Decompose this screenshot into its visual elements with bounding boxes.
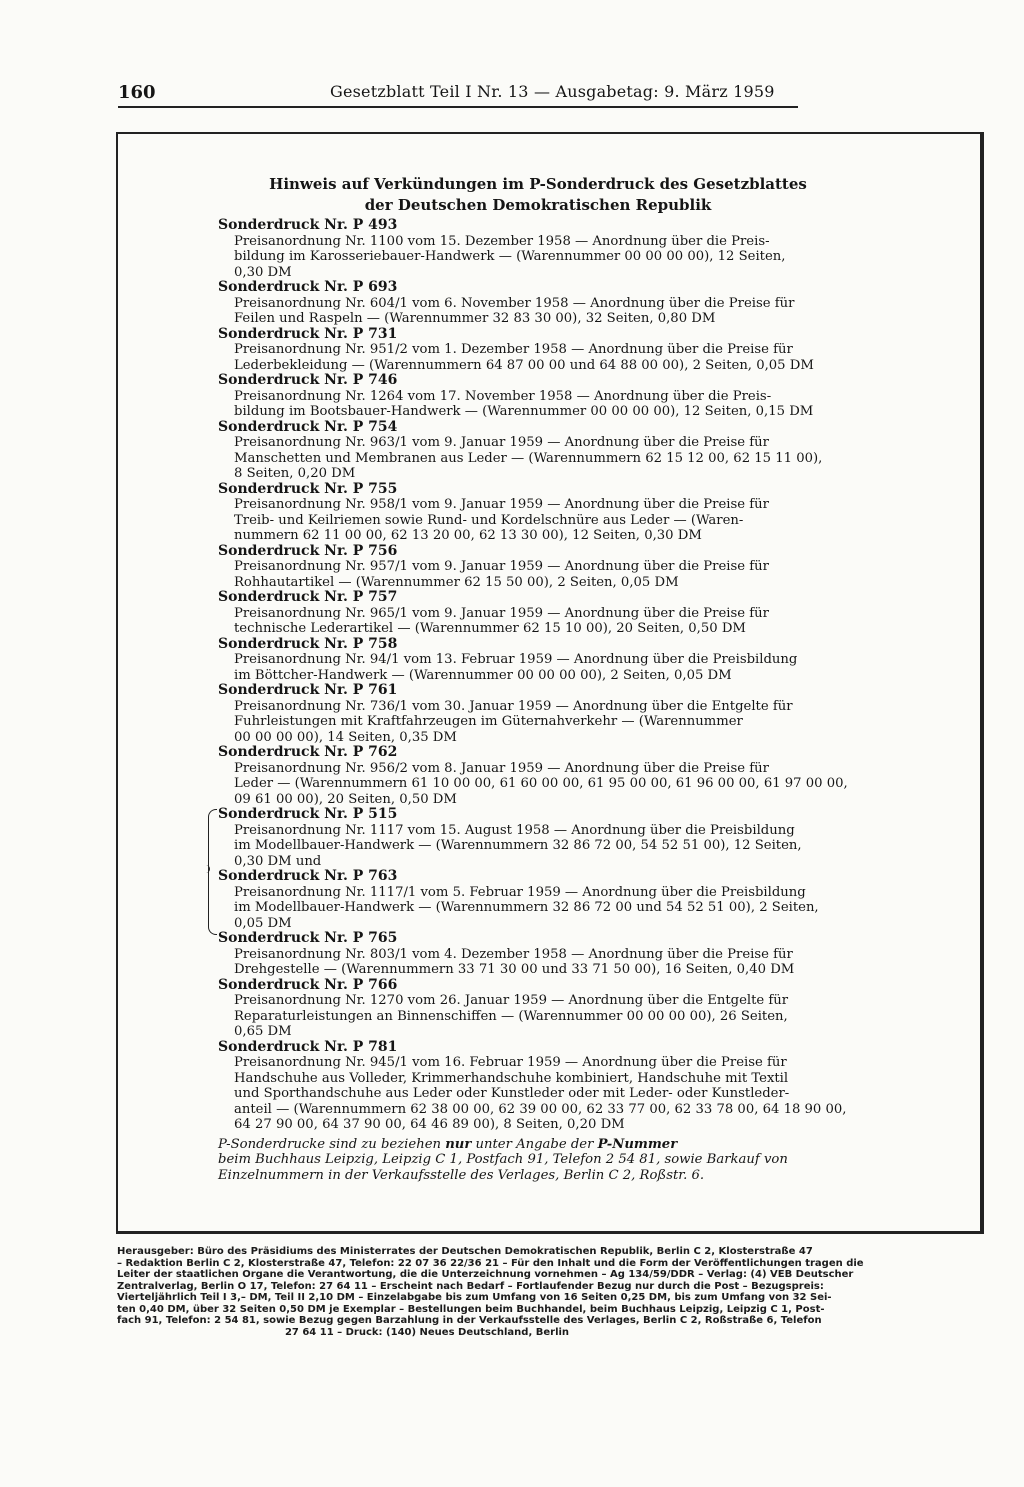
- imprint-line: – Redaktion Berlin C 2, Klosterstraße 47, Telefon: 22 07 36 22/36 21 – Für den Inhalt und die Form der Veröffentlichungen tragen die: [117, 1257, 864, 1269]
- entry-line: Preisanordnung Nr. 963/1 vom 9. Januar 1959 — Anordnung über die Preise für: [234, 435, 769, 450]
- entry-text: [234, 993, 878, 1040]
- entry-text: [234, 606, 878, 637]
- entry-line: im Modellbauer-Handwerk — (Warennummern 32 86 72 00, 54 52 51 00), 12 Seiten,: [234, 838, 802, 853]
- ordering-note: [218, 1137, 878, 1184]
- entry-line: technische Lederartikel — (Warennummer 62 15 10 00), 20 Seiten, 0,50 DM: [234, 621, 746, 636]
- entry-text: [234, 435, 878, 482]
- entry-line: Preisanordnung Nr. 965/1 vom 9. Januar 1959 — Anordnung über die Preise für: [234, 605, 769, 621]
- entry-line: Leder — (Warennummern 61 10 00 00, 61 60 00 00, 61 95 00 00, 61 96 00 00, 61 97 00 00,: [234, 776, 848, 791]
- entry-heading: Sonderdruck Nr. P 693: [218, 279, 398, 295]
- entry-text: [234, 296, 878, 327]
- list-item: [218, 745, 878, 807]
- entry-line: Preisanordnung Nr. 1100 vom 15. Dezember 1958 — Anordnung über die Preis-: [234, 233, 770, 249]
- note-line: Einzelnummern in der Verkaufsstelle des Verlages, Berlin C 2, Roßstr. 6.: [218, 1167, 705, 1183]
- list-item: [218, 1040, 878, 1133]
- list-item: [218, 280, 878, 327]
- list-item: [218, 807, 878, 869]
- entry-heading: Sonderdruck Nr. P 731: [218, 325, 398, 342]
- entry-heading: Sonderdruck Nr. P 762: [218, 744, 398, 760]
- entry-heading: Sonderdruck Nr. P 758: [218, 635, 398, 652]
- entry-heading: Sonderdruck Nr. P 493: [218, 217, 398, 233]
- entry-line: Preisanordnung Nr. 1270 vom 26. Januar 1959 — Anordnung über die Entgelte für: [234, 993, 789, 1008]
- entry-line: 0,05 DM: [234, 915, 292, 931]
- entry-line: Handschuhe aus Volleder, Krimmerhandschuhe kombiniert, Handschuhe mit Textil: [234, 1070, 789, 1086]
- note-text: P-Sonderdrucke sind zu beziehen: [218, 1136, 446, 1152]
- entry-text: [234, 823, 878, 870]
- entry-text: [234, 885, 878, 932]
- entry-text: [234, 497, 878, 544]
- curly-brace-icon: [208, 809, 217, 935]
- list-item: [218, 869, 878, 931]
- entry-line: bildung im Karosseriebauer-Handwerk — (Warennummer 00 00 00 00), 12 Seiten,: [234, 249, 786, 264]
- list-item: [218, 590, 878, 637]
- notice-title: [268, 174, 808, 216]
- note-emphasis: P-Nummer: [597, 1136, 678, 1152]
- entry-line: Treib- und Keilriemen sowie Rund- und Kordelschnüre aus Leder — (Waren-: [234, 512, 744, 528]
- entry-heading: Sonderdruck Nr. P 756: [218, 542, 398, 559]
- entry-text: [234, 1055, 878, 1133]
- entry-text: [234, 699, 878, 746]
- entry-line: 0,30 DM und: [234, 853, 322, 869]
- imprint-line: Zentralverlag, Berlin O 17, Telefon: 27 64 11 – Erscheint nach Bedarf – Fortlaufender Bezug nur durch die Post – Bezugspreis:: [117, 1280, 824, 1292]
- entry-heading: Sonderdruck Nr. P 755: [218, 480, 398, 497]
- entry-heading: Sonderdruck Nr. P 781: [218, 1038, 398, 1055]
- entry-line: Rohhautartikel — (Warennummer 62 15 50 00), 2 Seiten, 0,05 DM: [234, 574, 679, 590]
- entry-heading: Sonderdruck Nr. P 754: [218, 418, 398, 435]
- entry-line: Preisanordnung Nr. 945/1 vom 16. Februar 1959 — Anordnung über die Preise für: [234, 1055, 787, 1070]
- note-line: beim Buchhaus Leipzig, Leipzig C 1, Postfach 91, Telefon 2 54 81, sowie Barkauf von: [218, 1152, 788, 1167]
- entry-heading: Sonderdruck Nr. P 765: [218, 930, 398, 946]
- imprint-line: Leiter der staatlichen Organe die Verantwortung, die die Unterzeichnung vornehmen – Ag 134/59/DDR – Verlag: (4) VEB Deutscher: [117, 1269, 854, 1280]
- entry-text: [234, 234, 878, 281]
- entry-line: Preisanordnung Nr. 956/2 vom 8. Januar 1959 — Anordnung über die Preise für: [234, 760, 769, 776]
- entry-line: Preisanordnung Nr. 803/1 vom 4. Dezember 1958 — Anordnung über die Preise für: [234, 946, 793, 962]
- entry-list: [218, 218, 878, 1183]
- list-item: [218, 482, 878, 544]
- entry-line: 0,30 DM: [234, 264, 292, 280]
- entry-line: Drehgestelle — (Warennummern 33 71 30 00 und 33 71 50 00), 16 Seiten, 0,40 DM: [234, 962, 795, 977]
- notice-title-line: der Deutschen Demokratischen Republik: [364, 196, 712, 214]
- notice-box: [116, 132, 984, 1234]
- entry-text: [234, 652, 878, 683]
- list-item: [218, 327, 878, 374]
- entry-line: Preisanordnung Nr. 604/1 vom 6. November 1958 — Anordnung über die Preise für: [234, 295, 795, 311]
- entry-line: anteil — (Warennummern 62 38 00 00, 62 39 00 00, 62 33 77 00, 62 33 78 00, 64 18 90 00,: [234, 1101, 847, 1117]
- entry-line: Fuhrleistungen mit Kraftfahrzeugen im Güternahverkehr — (Warennummer: [234, 714, 743, 729]
- entry-text: [234, 559, 878, 590]
- entry-heading: Sonderdruck Nr. P 515: [218, 806, 398, 822]
- note-text: unter Angabe der: [471, 1136, 598, 1152]
- entry-heading: Sonderdruck Nr. P 761: [218, 682, 398, 698]
- entry-line: bildung im Bootsbauer-Handwerk — (Warennummer 00 00 00 00), 12 Seiten, 0,15 DM: [234, 404, 814, 419]
- entry-line: Preisanordnung Nr. 1117 vom 15. August 1958 — Anordnung über die Preisbildung: [234, 822, 795, 838]
- list-item: [218, 544, 878, 591]
- imprint-line: fach 91, Telefon: 2 54 81, sowie Bezug gegen Barzahlung in der Verkaufsstelle des Verlages, Berlin C 2, Roßstraße 6, Telefon: [117, 1315, 822, 1326]
- entry-line: Reparaturleistungen an Binnenschiffen — (Warennummer 00 00 00 00), 26 Seiten,: [234, 1008, 788, 1024]
- entry-line: Preisanordnung Nr. 94/1 vom 13. Februar 1959 — Anordnung über die Preisbildung: [234, 652, 798, 667]
- entry-heading: Sonderdruck Nr. P 746: [218, 372, 398, 388]
- braced-group: [218, 807, 878, 931]
- entry-heading: Sonderdruck Nr. P 763: [218, 868, 398, 884]
- imprint-line: Herausgeber: Büro des Präsidiums des Ministerrates der Deutschen Demokratischen Republik, Berlin C 2, Klosterstraße 47: [117, 1246, 813, 1257]
- entry-line: 0,65 DM: [234, 1024, 292, 1039]
- page-header: [118, 82, 798, 108]
- list-item: [218, 978, 878, 1040]
- entry-line: im Modellbauer-Handwerk — (Warennummern 32 86 72 00 und 54 52 51 00), 2 Seiten,: [234, 900, 819, 915]
- list-item: [218, 420, 878, 482]
- entry-line: Lederbekleidung — (Warennummern 64 87 00 00 und 64 88 00 00), 2 Seiten, 0,05 DM: [234, 357, 814, 373]
- imprint-line: ten 0,40 DM, über 32 Seiten 0,50 DM je Exemplar – Bestellungen beim Buchhandel, beim Buchhaus Leipzig, Leipzig C 1, Post-: [117, 1303, 825, 1315]
- imprint-line: Vierteljährlich Teil I 3,– DM, Teil II 2,10 DM – Einzelabgabe bis zum Umfang von 16 Seiten 0,25 DM, bis zum Umfang von 32 Sei-: [117, 1292, 832, 1303]
- entry-line: und Sporthandschuhe aus Leder oder Kunstleder oder mit Leder- oder Kunstleder-: [234, 1086, 790, 1101]
- entry-line: Preisanordnung Nr. 736/1 vom 30. Januar 1959 — Anordnung über die Entgelte für: [234, 698, 793, 714]
- list-item: [218, 218, 878, 280]
- entry-line: 09 61 00 00), 20 Seiten, 0,50 DM: [234, 791, 457, 807]
- entry-text: [234, 947, 878, 978]
- note-emphasis: nur: [445, 1136, 472, 1152]
- entry-text: [234, 761, 878, 808]
- notice-title-line: Hinweis auf Verkündungen im P-Sonderdruck des Gesetzblattes: [269, 175, 807, 193]
- note-line: [218, 1137, 878, 1153]
- list-item: [218, 637, 878, 684]
- entry-line: im Böttcher-Handwerk — (Warennummer 00 00 00 00), 2 Seiten, 0,05 DM: [234, 667, 732, 683]
- imprint-line: 27 64 11 – Druck: (140) Neues Deutschland, Berlin: [284, 1326, 570, 1338]
- entry-line: 64 27 90 00, 64 37 90 00, 64 46 89 00), 8 Seiten, 0,20 DM: [234, 1117, 625, 1132]
- list-item: [218, 931, 878, 978]
- entry-line: Preisanordnung Nr. 958/1 vom 9. Januar 1959 — Anordnung über die Preise für: [234, 497, 769, 512]
- entry-line: Manschetten und Membranen aus Leder — (Warennummern 62 15 12 00, 62 15 11 00),: [234, 450, 823, 466]
- entry-line: Preisanordnung Nr. 957/1 vom 9. Januar 1959 — Anordnung über die Preise für: [234, 559, 769, 574]
- entry-line: Preisanordnung Nr. 1117/1 vom 5. Februar 1959 — Anordnung über die Preisbildung: [234, 884, 806, 900]
- list-item: [218, 373, 878, 420]
- entry-line: Preisanordnung Nr. 1264 vom 17. November 1958 — Anordnung über die Preis-: [234, 388, 772, 404]
- imprint: [117, 1246, 997, 1338]
- entry-line: nummern 62 11 00 00, 62 13 20 00, 62 13 30 00), 12 Seiten, 0,30 DM: [234, 528, 702, 543]
- header-title: Gesetzblatt Teil I Nr. 13 — Ausgabetag: 9. März 1959: [330, 82, 775, 101]
- entry-line: 8 Seiten, 0,20 DM: [234, 466, 356, 481]
- entry-line: Feilen und Raspeln — (Warennummer 32 83 30 00), 32 Seiten, 0,80 DM: [234, 311, 716, 326]
- page-number: 160: [118, 82, 156, 103]
- entry-line: Preisanordnung Nr. 951/2 vom 1. Dezember 1958 — Anordnung über die Preise für: [234, 342, 793, 357]
- entry-text: [234, 389, 878, 420]
- entry-heading: Sonderdruck Nr. P 757: [218, 589, 398, 605]
- entry-text: [234, 342, 878, 373]
- list-item: [218, 683, 878, 745]
- entry-heading: Sonderdruck Nr. P 766: [218, 976, 398, 993]
- entry-line: 00 00 00 00), 14 Seiten, 0,35 DM: [234, 729, 457, 745]
